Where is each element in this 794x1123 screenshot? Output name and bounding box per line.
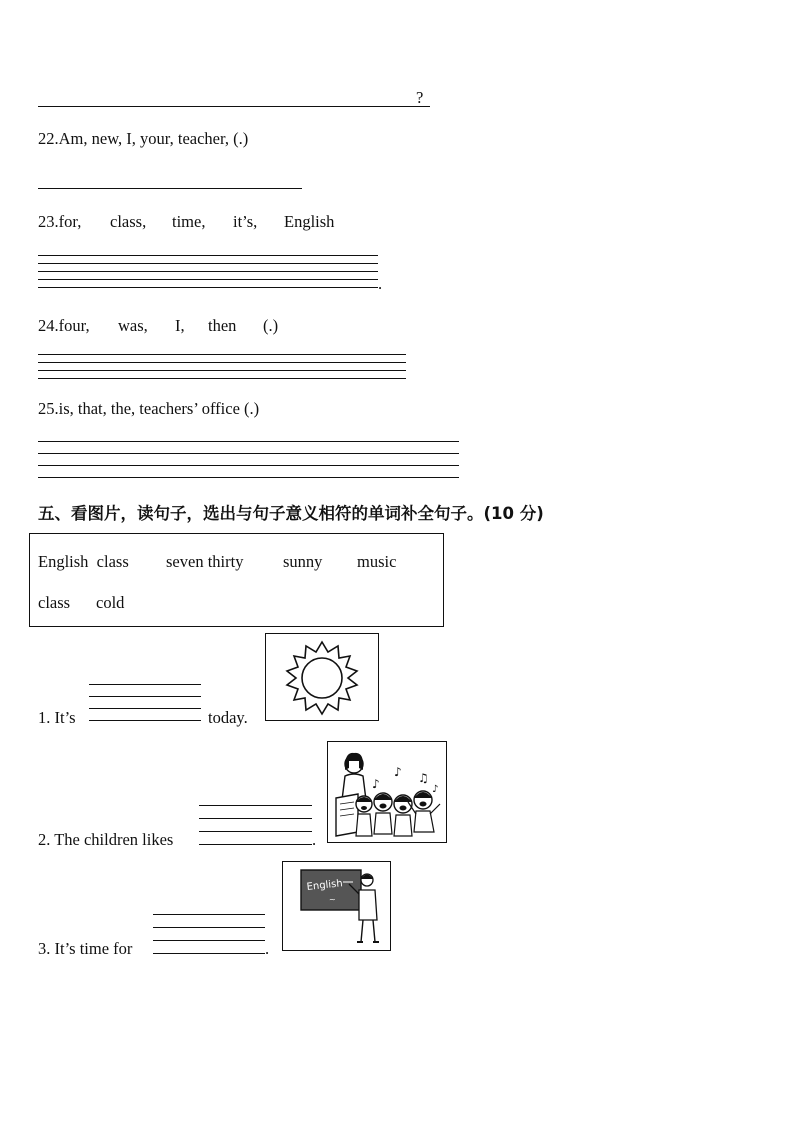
answer-line[interactable] <box>38 263 378 264</box>
word-bank-item: English class <box>38 552 129 571</box>
music-class-picture <box>327 741 447 843</box>
word-bank-item: class <box>38 593 71 612</box>
sun-icon <box>266 634 378 720</box>
word-bank-item: cold <box>96 593 125 612</box>
answer-line[interactable] <box>199 831 312 832</box>
q23-period: . <box>378 274 383 293</box>
answer-line[interactable] <box>38 370 406 371</box>
q24-word: was, <box>118 316 148 335</box>
sentence-3-prefix: 3. It’s time for <box>38 939 133 958</box>
word-bank-item: sunny <box>283 552 323 571</box>
section-5-heading: 五、看图片，读句子，选出与句子意义相符的单词补全句子。(10 分) <box>38 504 544 523</box>
english-class-picture <box>282 861 391 951</box>
q23-word: time, <box>172 212 206 231</box>
sentence-1-suffix: today. <box>208 708 248 727</box>
q24-word: then <box>208 316 237 335</box>
svg-text:~: ~ <box>329 895 336 904</box>
answer-line[interactable] <box>38 354 406 355</box>
q24-word: 24.four, <box>38 316 90 335</box>
svg-text:♫: ♫ <box>418 771 429 785</box>
answer-line[interactable] <box>89 708 201 709</box>
word-bank-item: music <box>357 552 397 571</box>
q23-word: 23.for, <box>38 212 82 231</box>
q22-prompt: 22.Am, new, I, your, teacher, (.) <box>38 129 249 148</box>
answer-line[interactable] <box>89 696 201 697</box>
q25-prompt: 25.is, that, the, teachers’ office (.) <box>38 399 260 418</box>
sentence-2-prefix: 2. The children likes <box>38 830 174 849</box>
answer-line[interactable] <box>153 927 265 928</box>
answer-line[interactable] <box>199 844 312 845</box>
q21-question-mark: ? <box>416 88 424 107</box>
answer-line[interactable] <box>38 453 459 454</box>
svg-text:♪: ♪ <box>394 765 402 779</box>
q24-word: I, <box>175 316 185 335</box>
svg-text:♪: ♪ <box>372 777 380 791</box>
answer-line[interactable] <box>89 684 201 685</box>
answer-line[interactable] <box>199 818 312 819</box>
q23-word: class, <box>110 212 147 231</box>
answer-line[interactable] <box>38 477 459 478</box>
answer-line[interactable] <box>89 720 201 721</box>
q24-word: (.) <box>263 316 279 335</box>
word-bank-item: seven thirty <box>166 552 244 571</box>
q22-answer-line[interactable] <box>38 188 302 189</box>
blackboard-text: English <box>306 878 344 893</box>
teacher-blackboard-icon <box>283 862 390 950</box>
answer-line[interactable] <box>38 255 378 256</box>
svg-text:♪: ♪ <box>432 784 439 795</box>
q21-answer-line[interactable] <box>38 106 430 107</box>
answer-line[interactable] <box>38 271 378 272</box>
answer-line[interactable] <box>153 953 265 954</box>
q23-word: English <box>284 212 335 231</box>
answer-line[interactable] <box>38 441 459 442</box>
sentence-2-period: . <box>312 830 317 849</box>
answer-line[interactable] <box>153 914 265 915</box>
sun-picture <box>265 633 379 721</box>
answer-line[interactable] <box>38 465 459 466</box>
answer-line[interactable] <box>153 940 265 941</box>
word-bank-box <box>29 533 444 627</box>
answer-line[interactable] <box>38 279 378 280</box>
sentence-1-prefix: 1. It’s <box>38 708 76 727</box>
answer-line[interactable] <box>38 362 406 363</box>
children-singing-icon <box>328 742 446 842</box>
answer-line[interactable] <box>38 378 406 379</box>
answer-line[interactable] <box>38 287 378 288</box>
sentence-3-period: . <box>265 939 270 958</box>
q23-word: it’s, <box>233 212 258 231</box>
answer-line[interactable] <box>199 805 312 806</box>
